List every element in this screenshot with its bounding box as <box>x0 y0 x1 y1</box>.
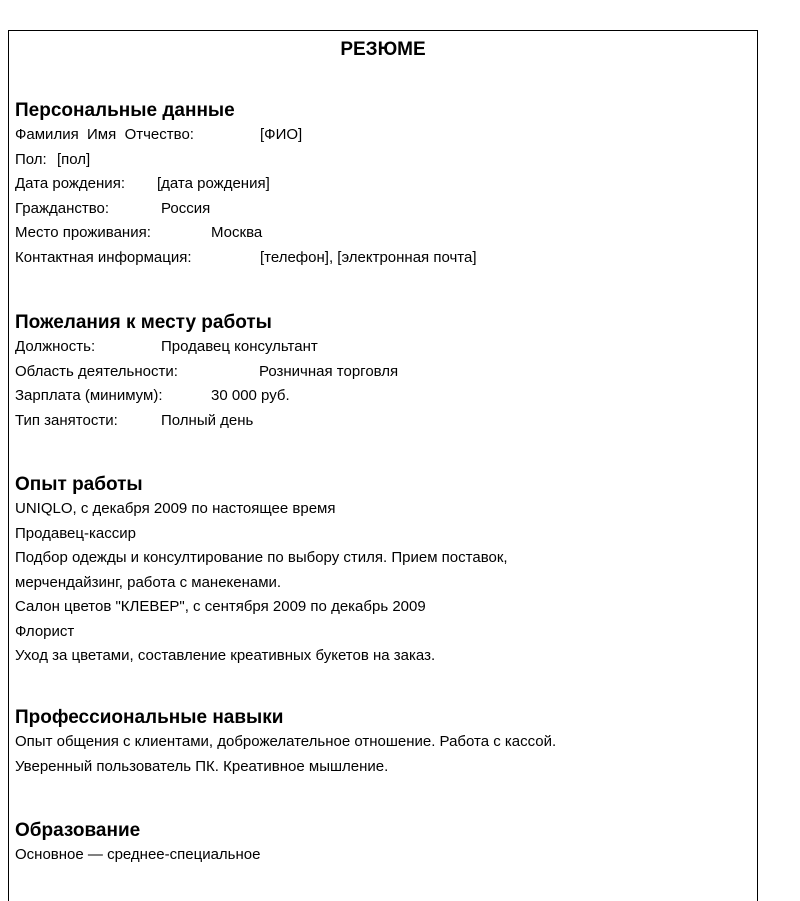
experience-line: мерчендайзинг, работа с манекенами. <box>15 573 282 591</box>
field-label: Тип занятости: <box>15 411 118 429</box>
field-label: Контактная информация: <box>15 248 192 266</box>
experience-line: Салон цветов "КЛЕВЕР", с сентября 2009 по декабрь 2009 <box>15 598 426 615</box>
field-value: 30 000 руб. <box>211 387 290 404</box>
education-line: Основное — среднее-специальное <box>15 846 261 863</box>
field-contacts <box>15 246 747 271</box>
field-label: Фамилия Имя Отчество: <box>15 126 194 143</box>
field-residence <box>15 221 747 246</box>
field-value: Продавец консультант <box>161 338 318 355</box>
skills-line: Уверенный пользователь ПК. Креативное мышление. <box>15 757 389 775</box>
field-value: Москва <box>211 224 263 241</box>
field-activity-area <box>15 360 747 385</box>
field-citizenship <box>15 197 747 222</box>
field-label: Гражданство: <box>15 199 110 217</box>
field-value: [ФИО] <box>260 126 303 143</box>
field-label: Пол: <box>15 150 47 168</box>
section-personal <box>15 99 747 270</box>
field-label: Дата рождения: <box>15 175 125 192</box>
field-value: Полный день <box>161 411 254 429</box>
section-experience <box>15 473 747 669</box>
experience-line: Подбор одежды и консултирование по выбору стиля. Прием поставок, <box>15 549 508 566</box>
field-salary <box>15 384 747 409</box>
field-value: [пол] <box>57 150 91 168</box>
field-employment-type <box>15 409 747 434</box>
field-full-name <box>15 123 747 148</box>
field-label: Область деятельности: <box>15 362 178 380</box>
section-skills <box>15 706 747 779</box>
section-heading-personal: Персональные данные <box>15 100 235 121</box>
section-heading-skills: Профессиональные навыки <box>15 707 284 728</box>
field-value: [телефон], [электронная почта] <box>260 248 477 266</box>
field-value: Розничная торговля <box>259 362 399 380</box>
experience-line: Флорист <box>15 622 75 640</box>
skills-line: Опыт общения с клиентами, доброжелательное отношение. Работа с кассой. <box>15 733 557 750</box>
experience-line: Продавец-кассир <box>15 524 136 542</box>
document-title: РЕЗЮМЕ <box>340 39 426 60</box>
field-value: [дата рождения] <box>157 175 270 192</box>
resume-page <box>8 30 758 901</box>
field-position <box>15 335 747 360</box>
field-birth-date <box>15 172 747 197</box>
field-label: Зарплата (минимум): <box>15 387 163 404</box>
field-label: Место проживания: <box>15 224 151 241</box>
field-label: Должность: <box>15 338 96 355</box>
field-gender <box>15 148 747 173</box>
section-heading-job-wishes: Пожелания к месту работы <box>15 312 272 333</box>
field-value: Россия <box>161 199 211 217</box>
section-heading-education: Образование <box>15 820 141 841</box>
section-heading-experience: Опыт работы <box>15 474 143 495</box>
section-job-wishes <box>15 311 747 433</box>
section-education <box>15 819 747 868</box>
experience-line: Уход за цветами, составление креативных букетов на заказ. <box>15 647 436 664</box>
experience-line: UNIQLO, с декабря 2009 по настоящее время <box>15 500 336 517</box>
